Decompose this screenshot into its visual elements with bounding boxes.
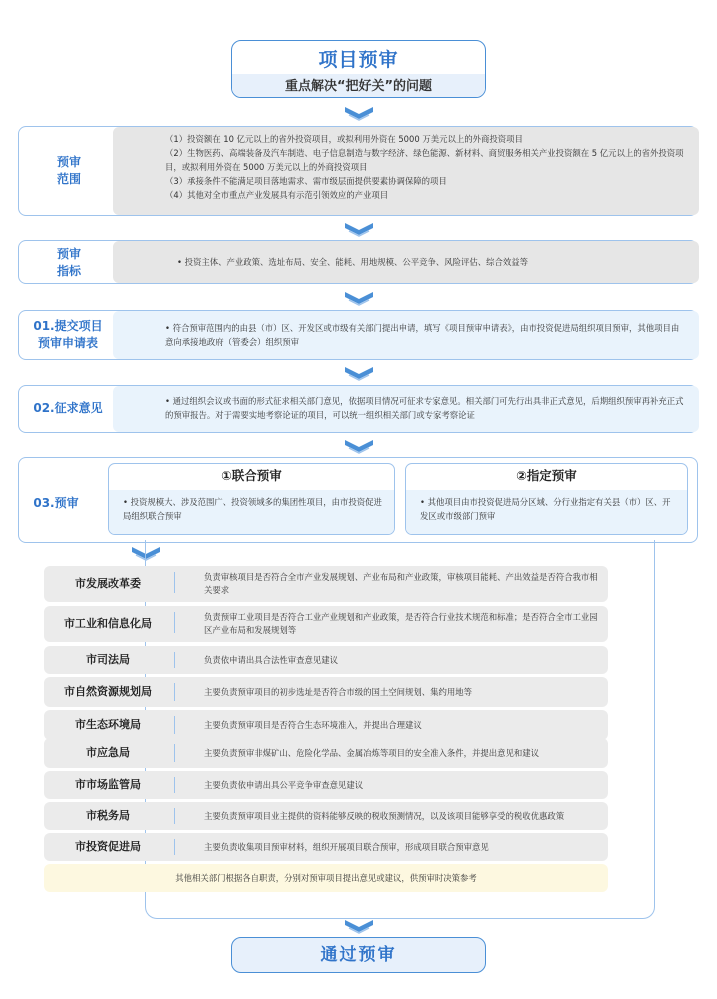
department-desc: 主要负责收集项目预审材料，组织开展项目联合预审，形成项目联合预审意见 xyxy=(204,841,489,852)
step1-section xyxy=(18,310,698,360)
divider xyxy=(174,777,175,793)
department-desc: 主要负责预审非煤矿山、危险化学品、金属冶炼等项目的安全准入条件，并提出意见和建议 xyxy=(204,747,539,758)
department-row xyxy=(44,802,608,830)
step1-label-line2: 预审申请表 xyxy=(37,336,98,350)
department-desc: 主要负责预审项目是否符合生态环境准入，并提出合理建议 xyxy=(204,719,422,730)
department-name: 市生态环境局 xyxy=(75,718,141,731)
department-desc: 主要负责依申请出具公平竞争审查意见建议 xyxy=(204,779,364,790)
department-name: 市应急局 xyxy=(86,746,130,759)
department-name: 市发展改革委 xyxy=(75,577,141,590)
indicators-label xyxy=(29,246,109,280)
department-row xyxy=(44,646,608,674)
department-row xyxy=(44,606,608,642)
department-row xyxy=(44,566,608,602)
scope-content xyxy=(113,127,699,215)
joint-review-text: • 投资规模大、涉及范围广、投资领域多的集团性项目，由市投资促进局组织联合预审 xyxy=(109,490,394,534)
chevron-down-icon xyxy=(343,106,375,122)
department-name: 市税务局 xyxy=(86,809,130,822)
divider xyxy=(174,572,175,593)
divider xyxy=(174,652,175,668)
other-departments-note: 其他相关部门根据各自职责，分别对预审项目提出意见或建议，供预审时决策参考 xyxy=(44,864,608,892)
page-title: 项目预审 xyxy=(318,49,399,71)
divider xyxy=(174,808,175,824)
department-row xyxy=(44,677,608,707)
scope-label-line2: 范围 xyxy=(56,172,81,186)
scope-item: （1）投资额在 10 亿元以上的省外投资项目，或拟利用外资在 5000 万美元以上的外商投资项目 xyxy=(165,134,523,144)
indicators-label-line2: 指标 xyxy=(56,264,81,278)
divider xyxy=(174,744,175,762)
department-desc: 负责审核项目是否符合全市产业发展规划、产业布局和产业政策，审核项目能耗、产出效益是否符合我市相关要求 xyxy=(204,572,598,595)
department-desc: 负责预审工业项目是否符合工业产业规划和产业政策，是否符合行业技术规范和标准；是否符合全市工业园区产业布局和发展规划等 xyxy=(204,612,598,635)
page-subtitle: 重点解决“把好关”的问题 xyxy=(232,74,485,98)
divider xyxy=(174,683,175,701)
divider xyxy=(174,839,175,855)
designated-review-text: • 其他项目由市投资促进局分区域、分行业指定有关县（市）区、开发区或市级部门预审 xyxy=(406,490,687,534)
scope-item: （2）生物医药、高端装备及汽车制造、电子信息制造与数字经济、绿色能源、新材料、商贸服务相关产业投资额在 5 亿元以上的省外投资项目，或拟利用外资在 5000 万美元以上的外商投资项目 xyxy=(165,148,684,172)
joint-review-box xyxy=(108,463,395,535)
step2-section xyxy=(18,385,698,433)
department-row xyxy=(44,710,608,740)
divider xyxy=(174,716,175,734)
department-name: 市自然资源规划局 xyxy=(64,685,152,698)
pass-review-box: 通过预审 xyxy=(231,937,486,973)
chevron-down-icon xyxy=(343,291,375,307)
step1-content: • 符合预审范围内的由县（市）区、开发区或市级有关部门提出申请，填写《项目预审申请表》，由市投资促进局组织项目预审，其他项目由意向承接地政府（管委会）组织预审 xyxy=(113,311,699,359)
step2-label: 02.征求意见 xyxy=(33,401,103,415)
department-name: 市市场监管局 xyxy=(75,778,141,791)
department-row xyxy=(44,738,608,768)
indicators-content: • 投资主体、产业政策、选址布局、安全、能耗、用地规模、公平竞争、风险评估、综合效益等 xyxy=(113,241,699,283)
designated-review-box xyxy=(405,463,688,535)
divider xyxy=(174,612,175,633)
designated-review-title: ②指定预审 xyxy=(516,468,577,483)
scope-label xyxy=(29,154,109,188)
department-desc: 主要负责预审项目的初步选址是否符合市级的国土空间规划、集约用地等 xyxy=(204,686,472,697)
chevron-down-icon xyxy=(343,222,375,238)
indicators-label-line1: 预审 xyxy=(56,247,81,261)
chevron-down-icon xyxy=(343,919,375,935)
step1-label xyxy=(23,318,113,352)
department-name: 市司法局 xyxy=(86,653,130,666)
joint-review-title: ①联合预审 xyxy=(221,468,282,483)
chevron-down-icon xyxy=(343,439,375,455)
step1-label-line1: 01.提交项目 xyxy=(33,319,103,333)
step2-content: • 通过组织会议或书面的形式征求相关部门意见，依据项目情况可征求专家意见。相关部门可先行出具非正式意见，后期组织预审再补充正式的预审报告。对于需要实地考察论证的项目，可以统一组织相关部门或专家考察论证 xyxy=(113,386,699,432)
step3-label: 03.预审 xyxy=(33,496,79,510)
scope-item: （4）其他对全市重点产业发展具有示范引领效应的产业项目 xyxy=(165,190,389,200)
title-box xyxy=(231,40,486,98)
scope-section xyxy=(18,126,698,216)
department-desc: 主要负责预审项目业主提供的资料能够反映的税收预测情况，以及该项目能够享受的税收优惠政策 xyxy=(204,810,565,821)
department-row xyxy=(44,771,608,799)
department-name: 市工业和信息化局 xyxy=(64,617,152,630)
scope-label-line1: 预审 xyxy=(56,155,81,169)
indicators-section xyxy=(18,240,698,284)
scope-item: （3）承接条件不能满足项目落地需求、需市级层面提供要素协调保障的项目 xyxy=(165,176,447,186)
department-desc: 负责依申请出具合法性审查意见建议 xyxy=(204,654,338,665)
department-row xyxy=(44,833,608,861)
chevron-down-icon xyxy=(343,366,375,382)
department-name: 市投资促进局 xyxy=(75,840,141,853)
